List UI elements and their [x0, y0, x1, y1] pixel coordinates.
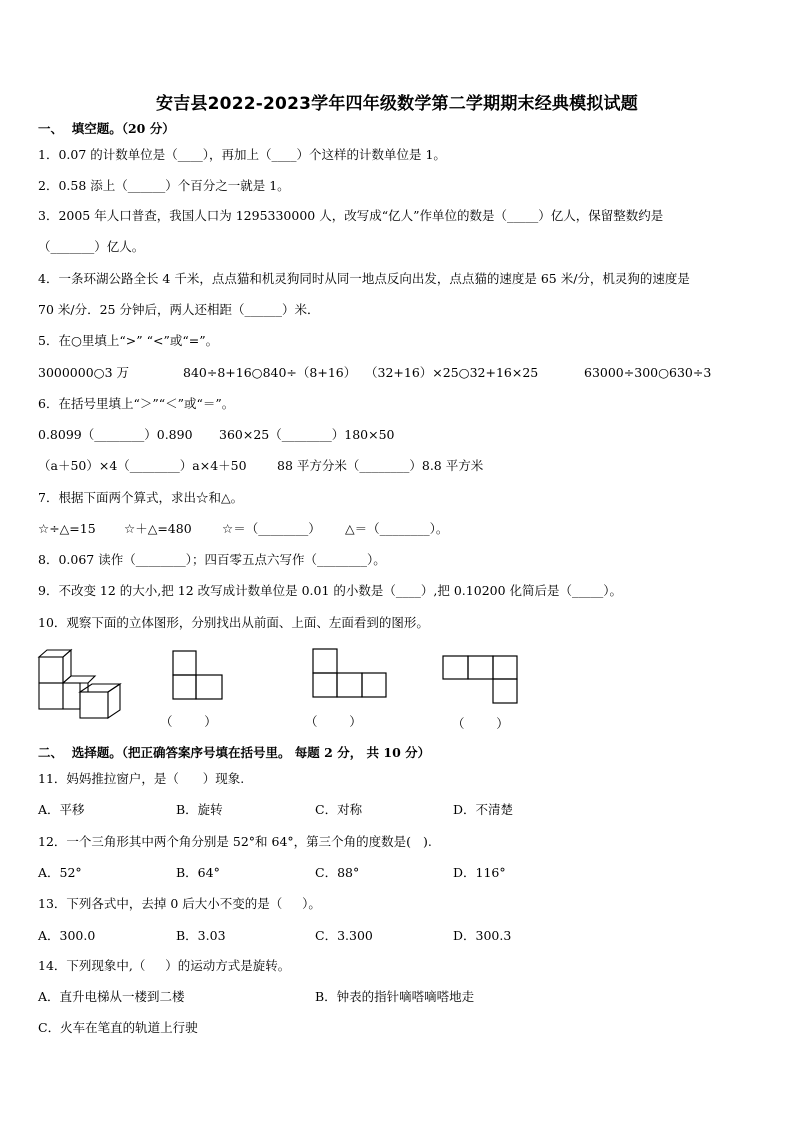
- cube-solid-figure: [39, 650, 120, 718]
- answer-blank-2[interactable]: （ ）: [305, 714, 362, 729]
- section-1-heading: 一、 填空题。（20 分）: [38, 121, 175, 136]
- view-shape-2: [313, 649, 386, 697]
- question-6-item: 0.8099（________）0.890: [38, 427, 193, 442]
- question-8: 8．0.067 读作（________）；四百零五点六写作（________）。: [38, 552, 386, 567]
- question-13-option: B．3.03: [176, 928, 226, 943]
- question-11-option: B．旋转: [176, 802, 223, 817]
- question-6-item: 360×25（________）180×50: [219, 427, 395, 442]
- question-3-line-1: 3．2005 年人口普查，我国人口为 1295330000 人，改写成“亿人”作单位的数是（_____）亿人，保留整数约是: [38, 208, 664, 223]
- question-5-item: 840÷8+16○840÷（8+16）: [183, 365, 357, 380]
- question-5-item: （32+16）×25○32+16×25: [365, 365, 539, 380]
- view-shape-3: [443, 656, 517, 703]
- question-11-option: A．平移: [38, 802, 85, 817]
- question-10-stem: 10．观察下面的立体图形，分别找出从前面、上面、左面看到的图形。: [38, 615, 429, 630]
- answer-blank-3[interactable]: （ ）: [452, 716, 509, 731]
- page-title: 安吉县2022-2023学年四年级数学第二学期期末经典模拟试题: [156, 94, 638, 114]
- question-7-item: ☆÷△=15: [38, 521, 96, 536]
- answer-blank-1[interactable]: （ ）: [160, 714, 217, 729]
- question-12-option: C．88°: [315, 865, 360, 880]
- question-12-option: B．64°: [176, 865, 220, 880]
- question-13-stem: 13．下列各式中，去掉 0 后大小不变的是（ ）。: [38, 896, 321, 911]
- question-12-stem: 12．一个三角形其中两个角分别是 52°和 64°，第三个角的度数是( ).: [38, 834, 432, 849]
- question-5-item: 3000000○3 万: [38, 365, 130, 380]
- question-11-stem: 11．妈妈推拉窗户，是（ ）现象.: [38, 771, 245, 786]
- question-11-option: D．不清楚: [453, 802, 514, 817]
- question-7-stem: 7．根据下面两个算式，求出☆和△。: [38, 490, 244, 505]
- question-3-line-2: （_______）亿人。: [38, 239, 145, 254]
- question-14-option: A．直升电梯从一楼到二楼: [38, 989, 185, 1004]
- question-7-item: ☆＋△=480: [124, 521, 192, 536]
- question-6-item: （a＋50）×4（________）a×4＋50: [38, 458, 247, 473]
- view-shape-1: [173, 651, 222, 699]
- question-9: 9．不改变 12 的大小,把 12 改写成计数单位是 0.01 的小数是（____）,把 0.10200 化简后是（_____）。: [38, 583, 623, 598]
- question-12-option: A．52°: [38, 865, 82, 880]
- section-2-heading: 二、 选择题。（把正确答案序号填在括号里。 每题 2 分， 共 10 分）: [38, 745, 431, 760]
- question-14-option: B．钟表的指针嘀嗒嘀嗒地走: [315, 989, 475, 1004]
- question-14-option: C．火车在笔直的轨道上行驶: [38, 1020, 198, 1035]
- question-13-option: D．300.3: [453, 928, 512, 943]
- question-13-option: C．3.300: [315, 928, 373, 943]
- question-11-option: C．对称: [315, 802, 363, 817]
- question-13-option: A．300.0: [38, 928, 96, 943]
- question-6-item: 88 平方分米（________）8.8 平方米: [277, 458, 484, 473]
- question-7-item: △＝（________）。: [345, 521, 449, 536]
- question-5-item: 63000÷300○630÷3: [584, 365, 712, 380]
- question-1: 1．0.07 的计数单位是（____），再加上（____）个这样的计数单位是 1。: [38, 147, 446, 162]
- question-7-item: ☆＝（________）: [222, 521, 321, 536]
- question-12-option: D．116°: [453, 865, 506, 880]
- question-6-stem: 6．在括号里填上“＞”“＜”或“＝”。: [38, 396, 235, 411]
- question-2: 2．0.58 添上（______）个百分之一就是 1。: [38, 178, 290, 193]
- question-4-line-2: 70 米/分．25 分钟后，两人还相距（______）米．: [38, 302, 320, 317]
- question-4-line-1: 4．一条环湖公路全长 4 千米，点点猫和机灵狗同时从同一地点反向出发，点点猫的速度是 65 米/分，机灵狗的速度是: [38, 271, 690, 286]
- question-5-stem: 5．在○里填上“>” “<”或“=”。: [38, 333, 219, 348]
- question-10-figures: [0, 640, 794, 740]
- question-14-stem: 14．下列现象中,（ ）的运动方式是旋转。: [38, 958, 291, 973]
